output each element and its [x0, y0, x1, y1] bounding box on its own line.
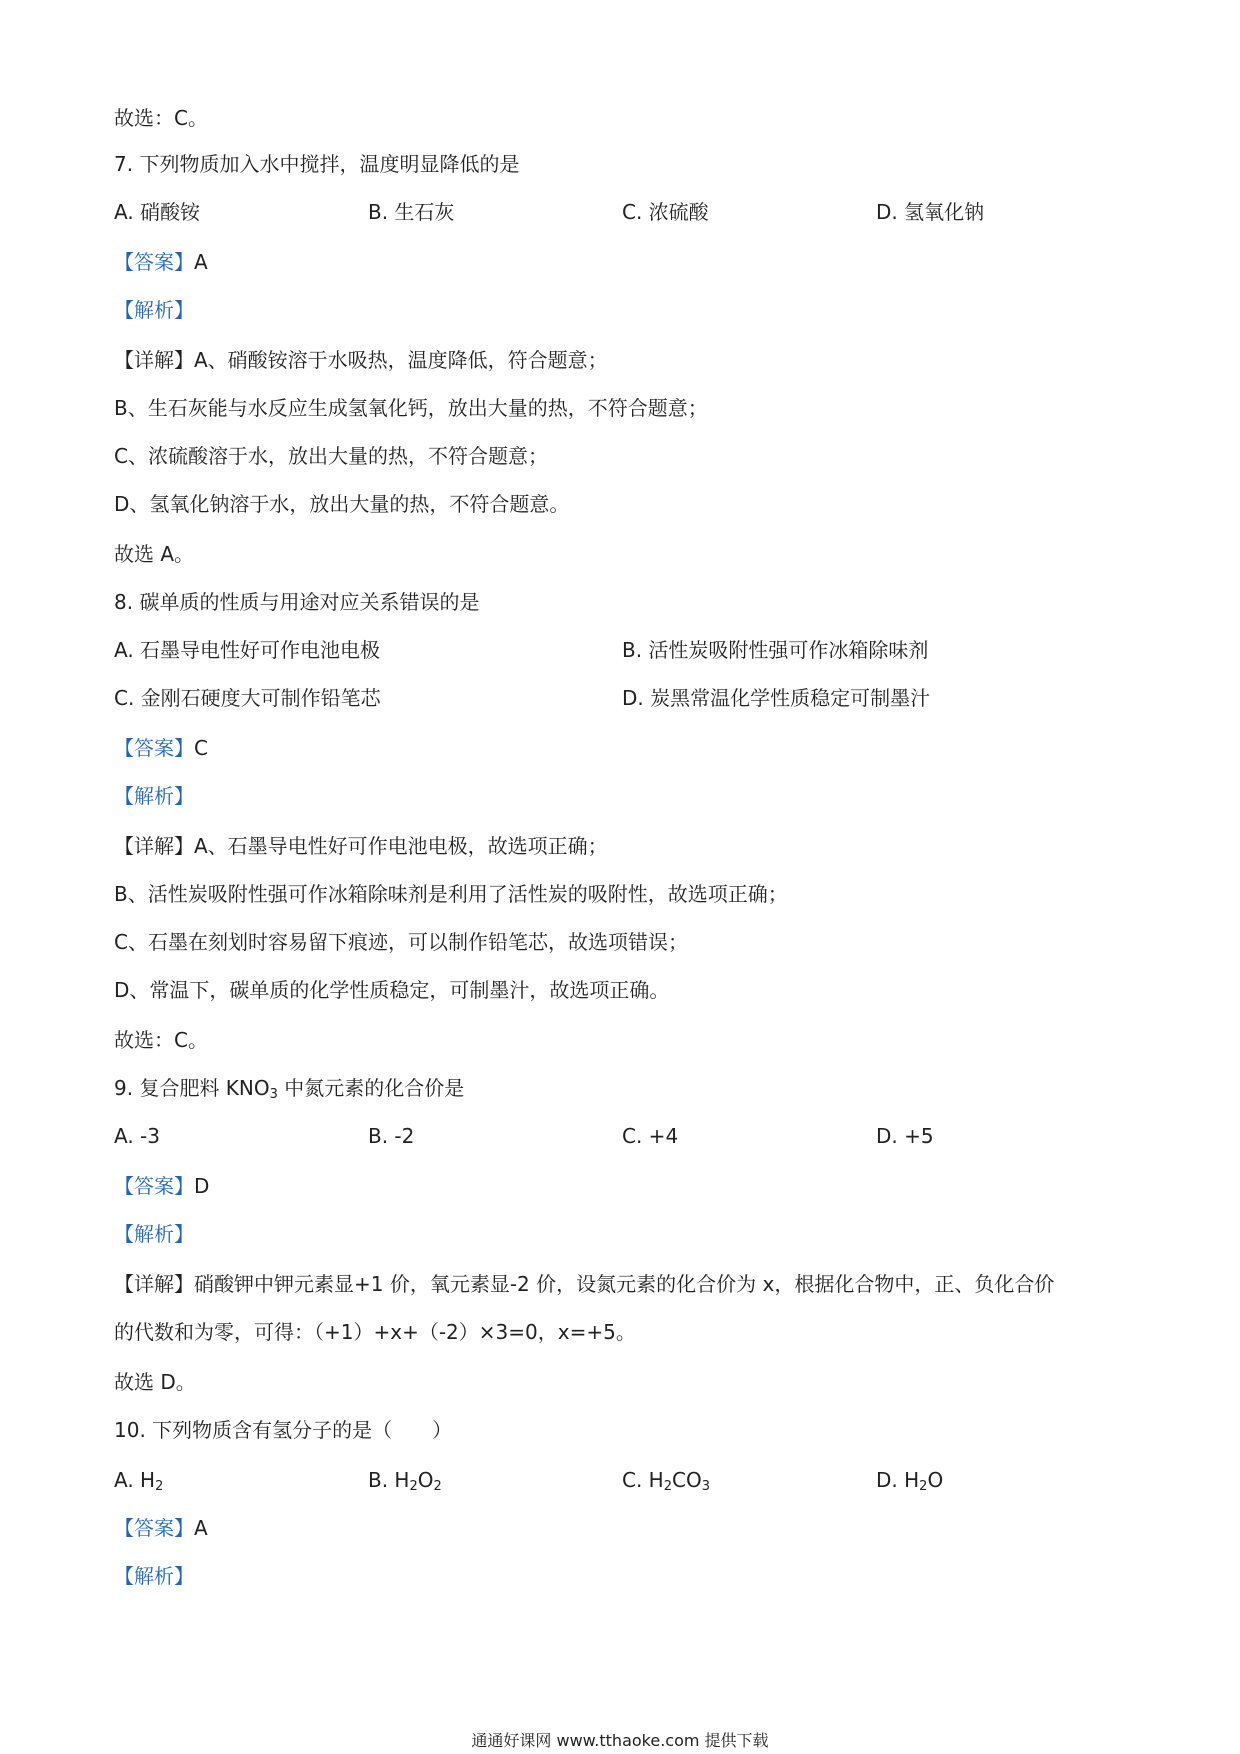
q10-option-b [368, 1466, 442, 1494]
q8-detail-4: D、常温下，碳单质的化学性质稳定，可制墨汁，故选项正确。 [114, 978, 670, 1002]
option-text: C. H [622, 1468, 664, 1492]
q7-detail-2: B、生石灰能与水反应生成氢氧化钙，放出大量的热，不符合题意； [114, 396, 708, 420]
q7-conclusion: 故选 A。 [114, 542, 195, 566]
q9-conclusion: 故选 D。 [114, 1370, 196, 1394]
subscript: 2 [919, 1479, 928, 1494]
subscript: 2 [433, 1479, 442, 1494]
q9-detail-1 [114, 1270, 1054, 1298]
option-text: A. H [114, 1468, 156, 1492]
subscript: 3 [701, 1479, 710, 1494]
q7-answer [114, 248, 208, 276]
q8-option-a: A. 石墨导电性好可作电池电极 [114, 638, 381, 662]
q7-option-d: D. 氢氧化钠 [876, 200, 985, 224]
q9-option-b: B. -2 [368, 1124, 415, 1148]
q7-detail-4: D、氢氧化钠溶于水，放出大量的热，不符合题意。 [114, 492, 570, 516]
option-text: O [927, 1468, 944, 1492]
answer-label: 【答案】 [114, 736, 194, 760]
detail-label: 【详解】 [114, 1272, 194, 1296]
q10-option-c [622, 1466, 710, 1494]
q8-conclusion: 故选：C。 [114, 1028, 208, 1052]
detail-text: A、石墨导电性好可作电池电极，故选项正确； [194, 834, 608, 858]
answer-value: D [194, 1174, 210, 1198]
q7-option-a: A. 硝酸铵 [114, 200, 201, 224]
answer-value: A [194, 1516, 208, 1540]
answer-label: 【答案】 [114, 1174, 194, 1198]
q8-analysis-label: 【解析】 [114, 784, 194, 808]
q8-option-d: D. 炭黑常温化学性质稳定可制墨汁 [622, 686, 931, 710]
q8-option-b: B. 活性炭吸附性强可作冰箱除味剂 [622, 638, 929, 662]
q9-option-c: C. +4 [622, 1124, 679, 1148]
q7-analysis-label: 【解析】 [114, 298, 194, 322]
answer-label: 【答案】 [114, 1516, 194, 1540]
q7-detail-1 [114, 346, 608, 374]
question-9 [114, 1074, 464, 1102]
option-text: B. H [368, 1468, 410, 1492]
q10-analysis-label: 【解析】 [114, 1564, 194, 1588]
q8-detail-3: C、石墨在刻划时容易留下痕迹，可以制作铅笔芯，故选项错误； [114, 930, 688, 954]
q9-analysis-label: 【解析】 [114, 1222, 194, 1246]
answer-label: 【答案】 [114, 250, 194, 274]
question-text: 9. 复合肥料 KNO [114, 1076, 270, 1100]
q8-detail-2: B、活性炭吸附性强可作冰箱除味剂是利用了活性炭的吸附性，故选项正确； [114, 882, 788, 906]
q7-option-b: B. 生石灰 [368, 200, 455, 224]
q9-option-d: D. +5 [876, 1124, 934, 1148]
q10-option-a [114, 1466, 163, 1494]
subscript: 2 [663, 1479, 672, 1494]
conclusion-line: 故选：C。 [114, 106, 208, 130]
question-10: 10. 下列物质含有氢分子的是（ ） [114, 1418, 453, 1442]
q8-answer [114, 734, 208, 762]
option-text: CO [672, 1468, 702, 1492]
detail-text: 硝酸钾中钾元素显+1 价，氧元素显-2 价，设氮元素的化合价为 x，根据化合物中，正、负化合价 [194, 1272, 1055, 1296]
q10-answer [114, 1514, 208, 1542]
q10-option-d [876, 1466, 943, 1494]
detail-text: A、硝酸铵溶于水吸热，温度降低，符合题意； [194, 348, 608, 372]
detail-label: 【详解】 [114, 348, 194, 372]
option-text: O [417, 1468, 434, 1492]
detail-label: 【详解】 [114, 834, 194, 858]
answer-value: A [194, 250, 208, 274]
question-7: 7. 下列物质加入水中搅拌，温度明显降低的是 [114, 152, 520, 176]
page-footer: 通通好课网 www.tthaoke.com 提供下载 [471, 1731, 769, 1750]
q9-answer [114, 1172, 209, 1200]
q7-option-c: C. 浓硫酸 [622, 200, 709, 224]
q7-detail-3: C、浓硫酸溶于水，放出大量的热，不符合题意； [114, 444, 548, 468]
answer-value: C [194, 736, 208, 760]
q8-detail-1 [114, 832, 608, 860]
q9-detail-2: 的代数和为零，可得：（+1）+x+（-2）×3=0，x=+5。 [114, 1320, 636, 1344]
q8-option-c: C. 金刚石硬度大可制作铅笔芯 [114, 686, 381, 710]
question-8: 8. 碳单质的性质与用途对应关系错误的是 [114, 590, 480, 614]
option-text: D. H [876, 1468, 920, 1492]
subscript: 2 [155, 1479, 164, 1494]
subscript: 3 [269, 1087, 278, 1102]
question-text: 中氮元素的化合价是 [277, 1076, 465, 1100]
subscript: 2 [409, 1479, 418, 1494]
q9-option-a: A. -3 [114, 1124, 160, 1148]
